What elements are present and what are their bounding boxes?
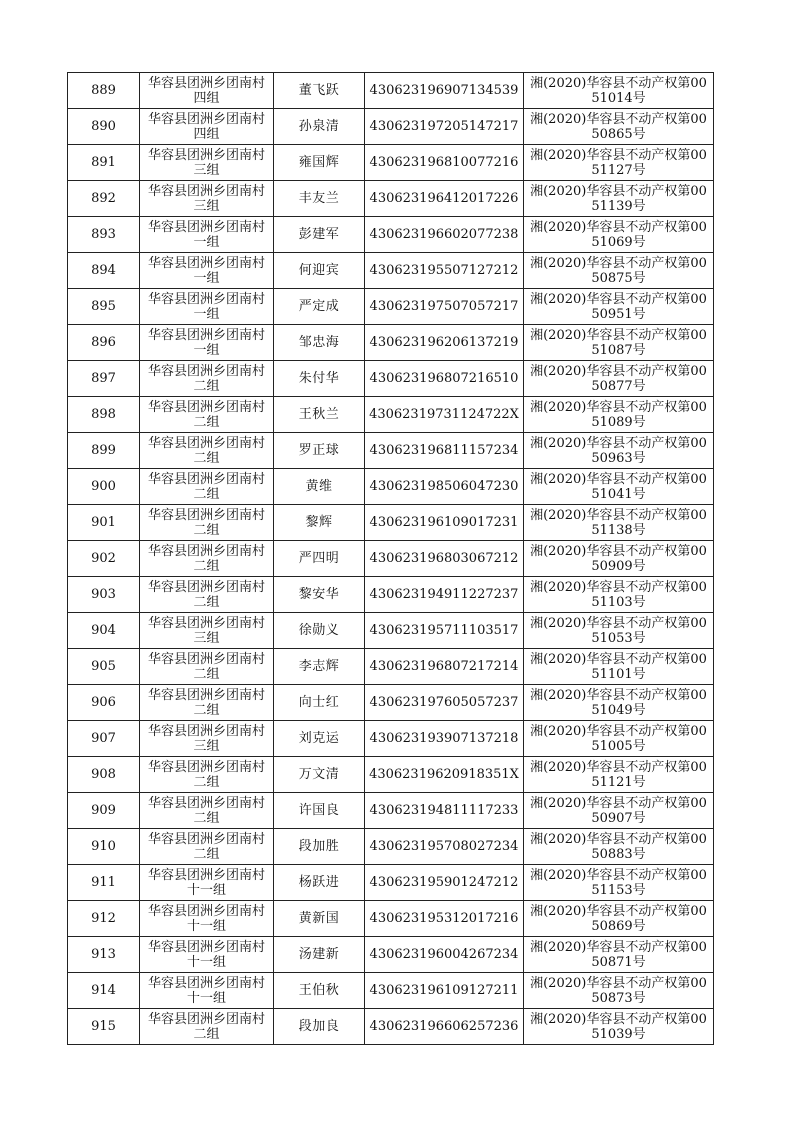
address-cell: 华容县团洲乡团南村二组: [140, 541, 274, 577]
certificate-number-cell: 湘(2020)华容县不动产权第0051139号: [524, 181, 714, 217]
row-number-cell: 911: [68, 865, 140, 901]
row-number-cell: 900: [68, 469, 140, 505]
row-number-cell: 899: [68, 433, 140, 469]
row-number-cell: 902: [68, 541, 140, 577]
address-cell: 华容县团洲乡团南村二组: [140, 829, 274, 865]
certificate-number-cell: 湘(2020)华容县不动产权第0051153号: [524, 865, 714, 901]
id-number-cell: 430623197507057217: [365, 289, 524, 325]
id-number-cell: 430623196810077216: [365, 145, 524, 181]
certificate-number-cell: 湘(2020)华容县不动产权第0050883号: [524, 829, 714, 865]
row-number-cell: 889: [68, 73, 140, 109]
address-cell: 华容县团洲乡团南村二组: [140, 649, 274, 685]
certificate-number-cell: 湘(2020)华容县不动产权第0051138号: [524, 505, 714, 541]
owner-name-cell: 严四明: [274, 541, 365, 577]
row-number-cell: 895: [68, 289, 140, 325]
certificate-number-cell: 湘(2020)华容县不动产权第0050909号: [524, 541, 714, 577]
address-cell: 华容县团洲乡团南村三组: [140, 613, 274, 649]
row-number-cell: 903: [68, 577, 140, 613]
owner-name-cell: 罗正球: [274, 433, 365, 469]
id-number-cell: 430623193907137218: [365, 721, 524, 757]
owner-name-cell: 孙泉清: [274, 109, 365, 145]
table-row: [68, 901, 714, 937]
certificate-number-cell: 湘(2020)华容县不动产权第0051049号: [524, 685, 714, 721]
certificate-number-cell: 湘(2020)华容县不动产权第0051087号: [524, 325, 714, 361]
row-number-cell: 901: [68, 505, 140, 541]
id-number-cell: 430623196803067212: [365, 541, 524, 577]
row-number-cell: 897: [68, 361, 140, 397]
address-cell: 华容县团洲乡团南村四组: [140, 73, 274, 109]
table-row: [68, 505, 714, 541]
certificate-number-cell: 湘(2020)华容县不动产权第0050907号: [524, 793, 714, 829]
certificate-number-cell: 湘(2020)华容县不动产权第0051101号: [524, 649, 714, 685]
register-table-body: [68, 73, 714, 1045]
id-number-cell: 430623197205147217: [365, 109, 524, 145]
table-row: [68, 1009, 714, 1045]
certificate-number-cell: 湘(2020)华容县不动产权第0051127号: [524, 145, 714, 181]
table-row: [68, 865, 714, 901]
address-cell: 华容县团洲乡团南村一组: [140, 217, 274, 253]
table-row: [68, 181, 714, 217]
address-cell: 华容县团洲乡团南村二组: [140, 1009, 274, 1045]
id-number-cell: 430623196807216510: [365, 361, 524, 397]
address-cell: 华容县团洲乡团南村二组: [140, 469, 274, 505]
id-number-cell: 430623195708027234: [365, 829, 524, 865]
address-cell: 华容县团洲乡团南村二组: [140, 505, 274, 541]
row-number-cell: 908: [68, 757, 140, 793]
certificate-number-cell: 湘(2020)华容县不动产权第0050877号: [524, 361, 714, 397]
row-number-cell: 907: [68, 721, 140, 757]
address-cell: 华容县团洲乡团南村二组: [140, 577, 274, 613]
certificate-number-cell: 湘(2020)华容县不动产权第0051069号: [524, 217, 714, 253]
id-number-cell: 430623196109127211: [365, 973, 524, 1009]
id-number-cell: 430623196004267234: [365, 937, 524, 973]
address-cell: 华容县团洲乡团南村三组: [140, 181, 274, 217]
row-number-cell: 913: [68, 937, 140, 973]
table-row: [68, 469, 714, 505]
row-number-cell: 915: [68, 1009, 140, 1045]
owner-name-cell: 许国良: [274, 793, 365, 829]
owner-name-cell: 李志辉: [274, 649, 365, 685]
owner-name-cell: 王秋兰: [274, 397, 365, 433]
address-cell: 华容县团洲乡团南村十一组: [140, 937, 274, 973]
id-number-cell: 430623198506047230: [365, 469, 524, 505]
id-number-cell: 430623196907134539: [365, 73, 524, 109]
row-number-cell: 910: [68, 829, 140, 865]
table-row: [68, 793, 714, 829]
owner-name-cell: 黄新国: [274, 901, 365, 937]
certificate-number-cell: 湘(2020)华容县不动产权第0051014号: [524, 73, 714, 109]
owner-name-cell: 何迎宾: [274, 253, 365, 289]
table-row: [68, 397, 714, 433]
id-number-cell: 430623196811157234: [365, 433, 524, 469]
row-number-cell: 898: [68, 397, 140, 433]
table-row: [68, 973, 714, 1009]
address-cell: 华容县团洲乡团南村二组: [140, 685, 274, 721]
row-number-cell: 909: [68, 793, 140, 829]
table-row: [68, 685, 714, 721]
owner-name-cell: 杨跃进: [274, 865, 365, 901]
certificate-number-cell: 湘(2020)华容县不动产权第0050869号: [524, 901, 714, 937]
id-number-cell: 430623195312017216: [365, 901, 524, 937]
table-row: [68, 361, 714, 397]
certificate-number-cell: 湘(2020)华容县不动产权第0051103号: [524, 577, 714, 613]
owner-name-cell: 汤建新: [274, 937, 365, 973]
address-cell: 华容县团洲乡团南村三组: [140, 721, 274, 757]
certificate-number-cell: 湘(2020)华容县不动产权第0051089号: [524, 397, 714, 433]
row-number-cell: 891: [68, 145, 140, 181]
table-row: [68, 829, 714, 865]
table-row: [68, 541, 714, 577]
property-register-table: [67, 72, 714, 1045]
row-number-cell: 905: [68, 649, 140, 685]
id-number-cell: 430623196602077238: [365, 217, 524, 253]
certificate-number-cell: 湘(2020)华容县不动产权第0051121号: [524, 757, 714, 793]
row-number-cell: 894: [68, 253, 140, 289]
address-cell: 华容县团洲乡团南村二组: [140, 361, 274, 397]
row-number-cell: 912: [68, 901, 140, 937]
address-cell: 华容县团洲乡团南村二组: [140, 757, 274, 793]
owner-name-cell: 雍国辉: [274, 145, 365, 181]
address-cell: 华容县团洲乡团南村三组: [140, 145, 274, 181]
address-cell: 华容县团洲乡团南村二组: [140, 433, 274, 469]
owner-name-cell: 王伯秋: [274, 973, 365, 1009]
table-row: [68, 109, 714, 145]
address-cell: 华容县团洲乡团南村二组: [140, 397, 274, 433]
row-number-cell: 890: [68, 109, 140, 145]
owner-name-cell: 向士红: [274, 685, 365, 721]
certificate-number-cell: 湘(2020)华容县不动产权第0051005号: [524, 721, 714, 757]
table-row: [68, 325, 714, 361]
table-row: [68, 613, 714, 649]
owner-name-cell: 董飞跃: [274, 73, 365, 109]
address-cell: 华容县团洲乡团南村十一组: [140, 865, 274, 901]
address-cell: 华容县团洲乡团南村四组: [140, 109, 274, 145]
table-row: [68, 217, 714, 253]
row-number-cell: 892: [68, 181, 140, 217]
address-cell: 华容县团洲乡团南村十一组: [140, 901, 274, 937]
owner-name-cell: 段加良: [274, 1009, 365, 1045]
table-row: [68, 721, 714, 757]
owner-name-cell: 朱付华: [274, 361, 365, 397]
certificate-number-cell: 湘(2020)华容县不动产权第0050951号: [524, 289, 714, 325]
id-number-cell: 430623195711103517: [365, 613, 524, 649]
owner-name-cell: 黄维: [274, 469, 365, 505]
certificate-number-cell: 湘(2020)华容县不动产权第0051041号: [524, 469, 714, 505]
table-row: [68, 937, 714, 973]
certificate-number-cell: 湘(2020)华容县不动产权第0050871号: [524, 937, 714, 973]
id-number-cell: 430623195901247212: [365, 865, 524, 901]
id-number-cell: 430623196412017226: [365, 181, 524, 217]
table-row: [68, 757, 714, 793]
row-number-cell: 904: [68, 613, 140, 649]
address-cell: 华容县团洲乡团南村一组: [140, 325, 274, 361]
table-row: [68, 577, 714, 613]
row-number-cell: 896: [68, 325, 140, 361]
id-number-cell: 43062319731124722X: [365, 397, 524, 433]
owner-name-cell: 丰友兰: [274, 181, 365, 217]
address-cell: 华容县团洲乡团南村十一组: [140, 973, 274, 1009]
owner-name-cell: 黎安华: [274, 577, 365, 613]
owner-name-cell: 徐勋义: [274, 613, 365, 649]
certificate-number-cell: 湘(2020)华容县不动产权第0050865号: [524, 109, 714, 145]
certificate-number-cell: 湘(2020)华容县不动产权第0050963号: [524, 433, 714, 469]
owner-name-cell: 邹忠海: [274, 325, 365, 361]
certificate-number-cell: 湘(2020)华容县不动产权第0050873号: [524, 973, 714, 1009]
certificate-number-cell: 湘(2020)华容县不动产权第0051053号: [524, 613, 714, 649]
table-row: [68, 253, 714, 289]
row-number-cell: 906: [68, 685, 140, 721]
address-cell: 华容县团洲乡团南村一组: [140, 289, 274, 325]
id-number-cell: 430623195507127212: [365, 253, 524, 289]
owner-name-cell: 黎辉: [274, 505, 365, 541]
owner-name-cell: 段加胜: [274, 829, 365, 865]
owner-name-cell: 严定成: [274, 289, 365, 325]
address-cell: 华容县团洲乡团南村一组: [140, 253, 274, 289]
owner-name-cell: 万文清: [274, 757, 365, 793]
id-number-cell: 430623194811117233: [365, 793, 524, 829]
id-number-cell: 430623196206137219: [365, 325, 524, 361]
address-cell: 华容县团洲乡团南村二组: [140, 793, 274, 829]
row-number-cell: 893: [68, 217, 140, 253]
id-number-cell: 430623197605057237: [365, 685, 524, 721]
id-number-cell: 43062319620918351X: [365, 757, 524, 793]
certificate-number-cell: 湘(2020)华容县不动产权第0050875号: [524, 253, 714, 289]
table-row: [68, 649, 714, 685]
table-row: [68, 145, 714, 181]
owner-name-cell: 彭建军: [274, 217, 365, 253]
table-row: [68, 289, 714, 325]
table-row: [68, 433, 714, 469]
certificate-number-cell: 湘(2020)华容县不动产权第0051039号: [524, 1009, 714, 1045]
id-number-cell: 430623196109017231: [365, 505, 524, 541]
row-number-cell: 914: [68, 973, 140, 1009]
table-row: [68, 73, 714, 109]
owner-name-cell: 刘克运: [274, 721, 365, 757]
id-number-cell: 430623194911227237: [365, 577, 524, 613]
id-number-cell: 430623196606257236: [365, 1009, 524, 1045]
id-number-cell: 430623196807217214: [365, 649, 524, 685]
